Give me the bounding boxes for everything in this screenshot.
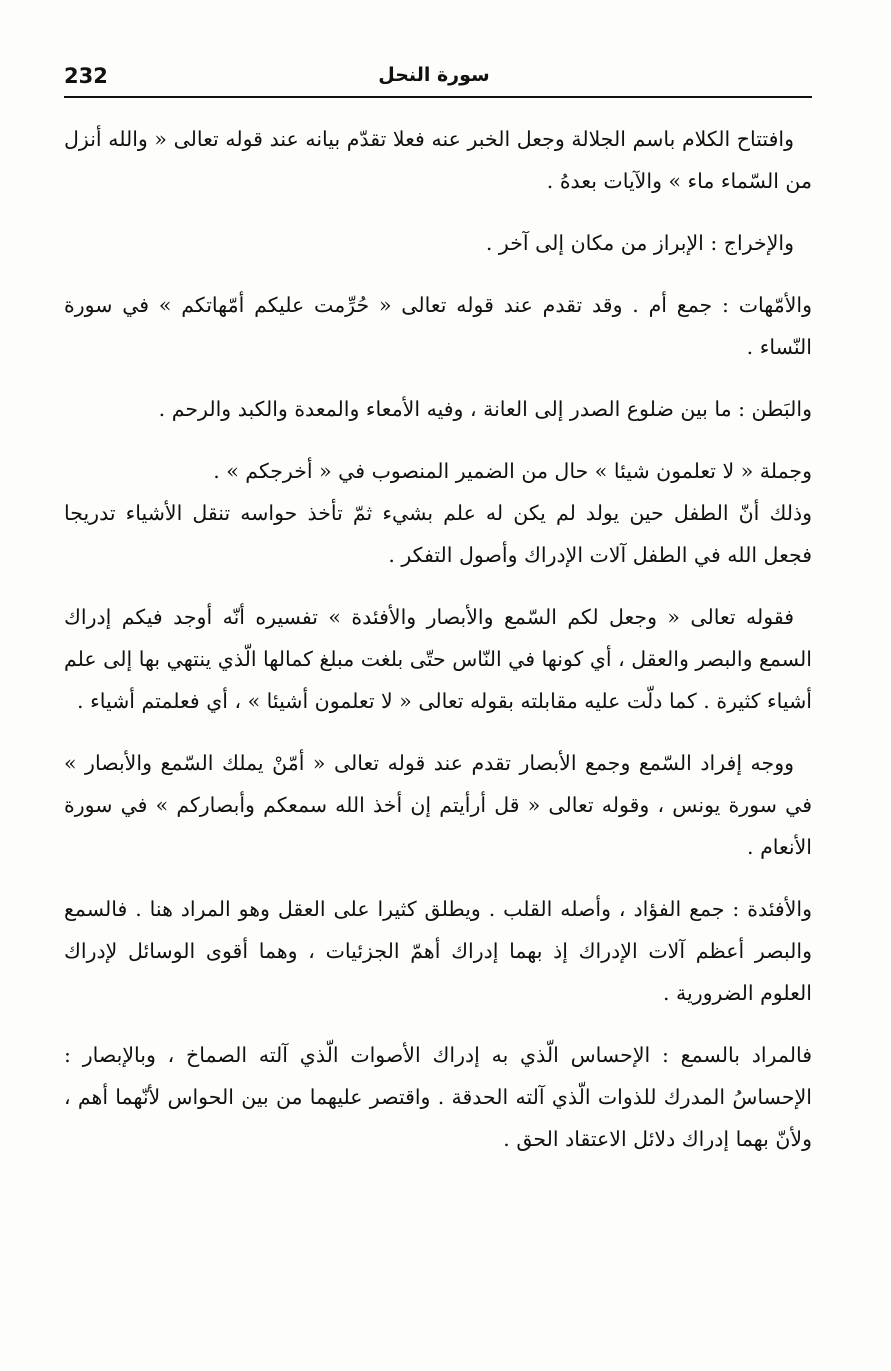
running-title: سورة النحل xyxy=(378,64,490,86)
page-number: 232 xyxy=(64,64,108,88)
paragraph-sam-absar: فقوله تعالى « وجعل لكم السّمع والأبصار والأفئدة » تفسيره أنّه أوجد فيكم إدراك السمع والبصر والعقل ، أي كونها في النّاس حتّى بلغت مبلغ كمالها الّذي ينتهي بها إلى علم أشياء كثيرة . كما دلّت عليه مقابلته بقوله تعالى « لا تعلمون أشيئا » ، أي فعلمتم أشياء . xyxy=(64,605,812,713)
page-header xyxy=(64,62,812,96)
paragraph-batn: والبَطن : ما بين ضلوع الصدر إلى العانة ، وفيه الأمعاء والمعدة والكبد والرحم . xyxy=(158,397,812,421)
paragraph-la-taalamun: وجملة « لا تعلمون شيئا » حال من الضمير المنصوب في « أخرجكم » . xyxy=(213,459,812,483)
paragraph-opening: وافتتاح الكلام باسم الجلالة وجعل الخبر عنه فعلا تقدّم بيانه عند قوله تعالى « والله أنزل من السّماء ماء » والآيات بعدهُ . xyxy=(64,127,812,193)
paragraph-ikhraj: والإخراج : الإبراز من مكان إلى آخر . xyxy=(485,231,794,255)
page-body xyxy=(64,118,812,1180)
paragraph-ummahat: والأمّهات : جمع أم . وقد تقدم عند قوله تعالى « حُرِّمت عليكم أمّهاتكم » في سورة النّساء . xyxy=(64,293,812,359)
paragraph-tifl: وذلك أنّ الطفل حين يولد لم يكن له علم بشيء ثمّ تأخذ حواسه تنقل الأشياء تدريجا فجعل الله في الطفل آلات الإدراك وأصول التفكر . xyxy=(64,501,812,567)
paragraph-ifrad-sam: ووجه إفراد السّمع وجمع الأبصار تقدم عند قوله تعالى « أمّنْ يملك السّمع والأبصار » في سورة يونس ، وقوله تعالى « قل أرأيتم إن أخذ الله سمعكم وأبصاركم » في سورة الأنعام . xyxy=(64,751,812,859)
paragraph-afida: والأفئدة : جمع الفؤاد ، وأصله القلب . ويطلق كثيرا على العقل وهو المراد هنا . فالسمع والبصر أعظم آلات الإدراك إذ بهما إدراك أهمّ الجزئيات ، وهما أقوى الوسائل لإدراك العلوم الضرورية . xyxy=(64,897,812,1005)
header-rule xyxy=(64,96,812,98)
paragraph-murad: فالمراد بالسمع : الإحساس الّذي به إدراك الأصوات الّذي آلته الصماخ ، وبالإبصار : الإحساسُ المدرك للذوات الّذي آلته الحدقة . واقتصر عليهما من بين الحواس لأنّهما أهم ، ولأنّ بهما إدراك دلائل الاعتقاد الحق . xyxy=(64,1043,812,1151)
